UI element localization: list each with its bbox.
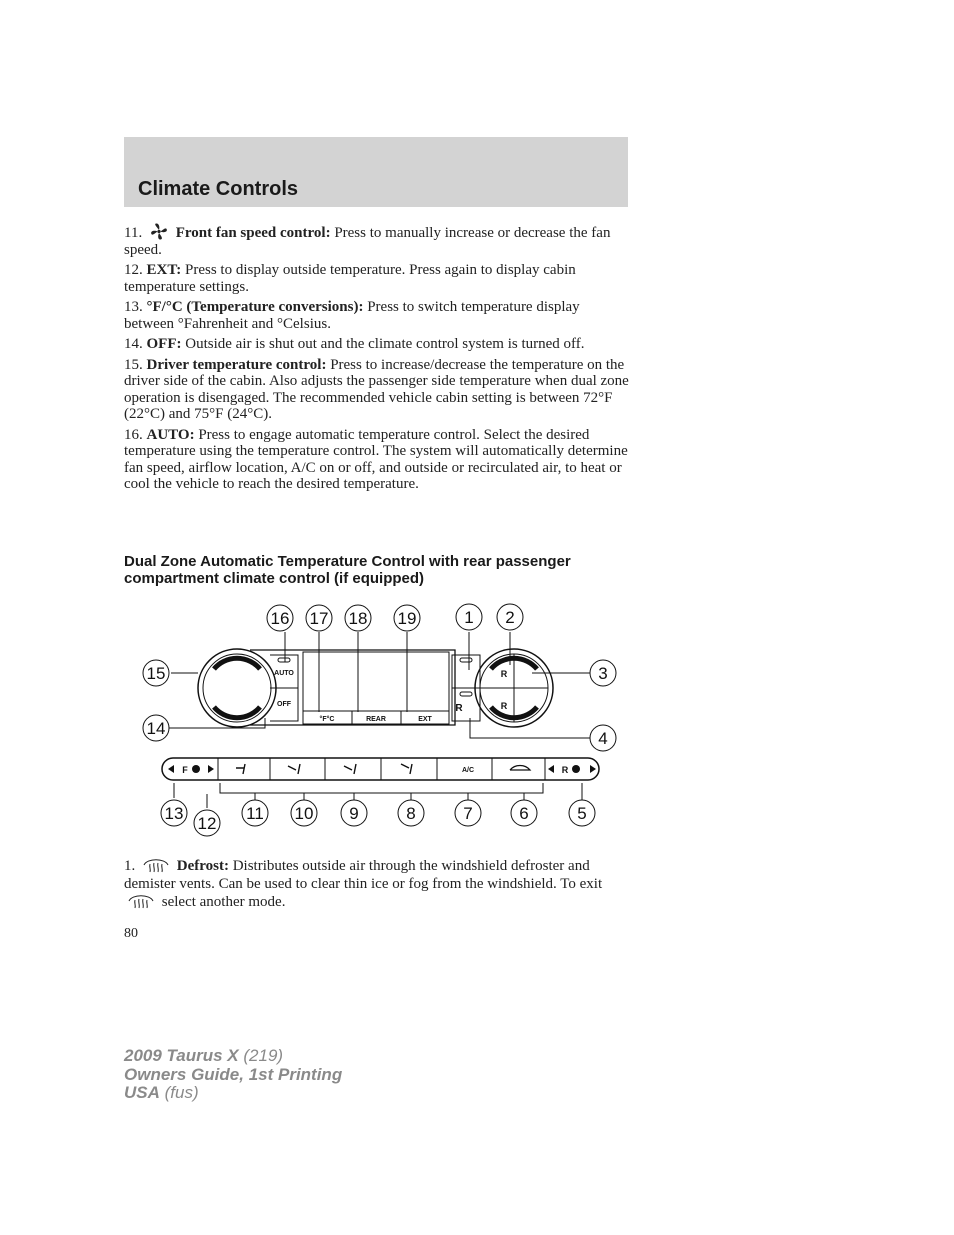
- callout-12: 12: [197, 814, 217, 833]
- callout-13: 13: [164, 804, 184, 823]
- item-text: Press to manually increase or decrease the fan speed.: [124, 225, 611, 258]
- item-text: Press to engage automatic temperature control. Select the desired temperature using the temperature control. The system will automatically determine fan speed, airflow location, A/C on or off, and outside or recirculated air, to heat or cool the vehicle to reach the desired temperature.: [124, 426, 628, 492]
- item-text-tail: select another mode.: [161, 894, 286, 910]
- callout-3: 3: [598, 664, 608, 683]
- fan-decrease-icon: [168, 765, 174, 773]
- rear-knob-label-top: R: [500, 669, 508, 679]
- footer-line-2: Owners Guide, 1st Printing: [124, 1064, 343, 1084]
- list-item: [124, 357, 630, 423]
- item-label: OFF:: [146, 336, 182, 352]
- front-fan-icon: [192, 765, 200, 773]
- item-label: Driver temperature control:: [146, 356, 327, 373]
- driver-temp-knob: [198, 649, 276, 727]
- callout-1: 1: [464, 608, 474, 627]
- item-number: 12.: [124, 262, 143, 278]
- callout-10: 10: [294, 804, 314, 823]
- callout-16: 16: [270, 609, 290, 628]
- callout-17: 17: [309, 609, 329, 628]
- item-label: Defrost:: [176, 858, 229, 874]
- page-title: Climate Controls: [138, 178, 299, 200]
- callout-14: 14: [146, 719, 166, 738]
- item-number: 16.: [124, 426, 143, 443]
- list-item: [124, 223, 630, 258]
- item-text: Press to display outside temperature. Press again to display cabin temperature settings.: [124, 262, 576, 295]
- item-label: Front fan speed control:: [175, 225, 331, 241]
- list-item: [124, 299, 630, 332]
- footer: [124, 1047, 342, 1103]
- callout-15: 15: [146, 664, 166, 683]
- list-item: [124, 857, 630, 911]
- callout-6: 6: [519, 804, 529, 823]
- rear-fan-increase-icon: [590, 765, 596, 773]
- item-text: Distributes outside air through the windshield defroster and demister vents. Can be used to clear thin ice or fog from the windshield. To exit: [124, 858, 603, 892]
- page-number: 80: [124, 926, 138, 941]
- callout-8: 8: [406, 804, 416, 823]
- callout-2: 2: [505, 608, 515, 627]
- item-number: 13.: [124, 299, 143, 315]
- footer-line-3: USA (fus): [124, 1083, 199, 1102]
- item-text: Press to increase/decrease the temperature on the driver side of the cabin. Also adjusts the passenger side temperature when dual zone operation is disengaged. The recommended vehicle cabin setting is between 72°F (22°C) and 75°F (24°C).: [124, 356, 629, 422]
- callout-18: 18: [348, 609, 368, 628]
- list-item: [124, 336, 630, 353]
- defrost-icon: [143, 857, 169, 873]
- fan-icon: [150, 223, 168, 240]
- item-number: 1.: [124, 858, 136, 874]
- rear-fan-label: R: [561, 765, 569, 775]
- climate-control-diagram: [135, 600, 625, 842]
- fc-label: °F°C: [319, 716, 335, 723]
- list-item: [124, 427, 630, 493]
- rear-label: REAR: [366, 716, 386, 723]
- rear-knob-label-bottom: R: [500, 701, 508, 711]
- section-subheading: Dual Zone Automatic Temperature Control with rear passenger compartment climate control (if equipped): [124, 553, 571, 587]
- callout-9: 9: [349, 804, 359, 823]
- ext-label: EXT: [418, 716, 432, 723]
- fan-increase-icon: [208, 765, 214, 773]
- rear-fan-icon: [572, 765, 580, 773]
- callout-19: 19: [397, 609, 417, 628]
- item-text: Press to switch temperature display between °Fahrenheit and °Celsius.: [124, 299, 580, 332]
- rear-defrost-label: R: [455, 703, 463, 714]
- item-label: EXT:: [146, 262, 182, 278]
- item-number: 15.: [124, 356, 143, 373]
- item-label: °F/°C (Temperature conversions):: [146, 299, 364, 315]
- item-text: Outside air is shut out and the climate control system is turned off.: [181, 336, 585, 352]
- off-label: OFF: [277, 701, 291, 708]
- footer-line-1: 2009 Taurus X (219): [124, 1046, 284, 1065]
- callout-11: 11: [246, 804, 264, 823]
- rear-temp-knob: [475, 649, 553, 727]
- item-number: 14.: [124, 336, 143, 352]
- list-item: [124, 262, 630, 295]
- callout-4: 4: [598, 729, 608, 748]
- ac-label: A/C: [461, 767, 475, 774]
- rear-fan-decrease-icon: [548, 765, 554, 773]
- callout-5: 5: [577, 804, 587, 823]
- item-number: 11.: [124, 225, 143, 241]
- front-fan-label: F: [182, 765, 188, 775]
- defrost-item: [124, 857, 630, 911]
- items-list: [124, 223, 630, 493]
- item-label: AUTO:: [146, 426, 195, 443]
- callout-7: 7: [463, 804, 473, 823]
- auto-label: AUTO: [274, 670, 294, 677]
- defrost-icon: [128, 893, 154, 909]
